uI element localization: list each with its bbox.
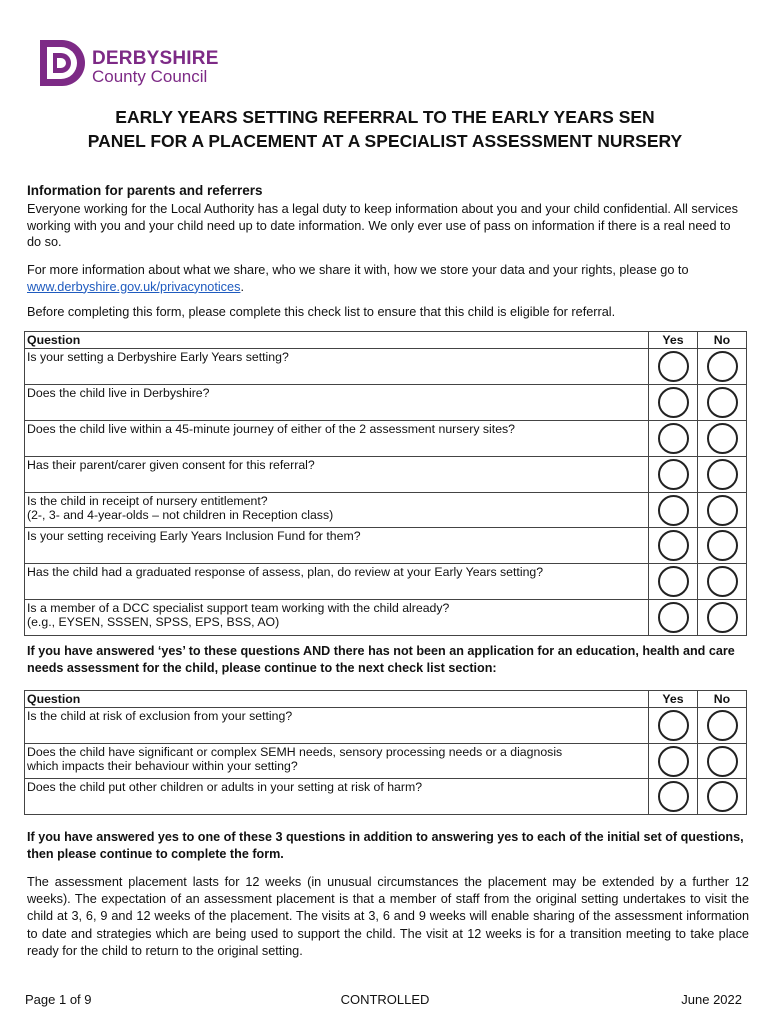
table-header-row bbox=[25, 332, 747, 349]
no-radio[interactable] bbox=[707, 602, 738, 633]
logo-text-line2: County Council bbox=[92, 67, 208, 86]
table-row bbox=[25, 349, 747, 385]
no-radio[interactable] bbox=[707, 459, 738, 490]
yes-cell bbox=[649, 528, 698, 564]
question-text: Is the child at risk of exclusion from your setting? bbox=[27, 709, 293, 723]
question-text: Has their parent/carer given consent for this referral? bbox=[27, 458, 315, 472]
question-text-2: (2-, 3- and 4-year-olds – not children in Reception class) bbox=[27, 508, 334, 522]
risk-checklist-table bbox=[24, 690, 747, 815]
yes-radio[interactable] bbox=[658, 495, 689, 526]
no-header: No bbox=[698, 691, 747, 708]
yes-cell bbox=[649, 744, 698, 779]
privacy-paragraph bbox=[27, 262, 745, 295]
placement-paragraph: The assessment placement lasts for 12 weeks (in unusual circumstances the placement may be extended by a further 12 weeks). The expectation of an assessment placement is that a member of staff from the original setting undertakes to visit the child at 3, 6, 9 and 12 weeks of the placement. The visits at 3, 6 and 9 weeks will enable sharing of the assessment information to date and strategies which are being used to support the child. The visit at 12 weeks is for a transition meeting to take place ready for the child to return to the original setting. bbox=[27, 875, 749, 958]
yes-cell bbox=[649, 600, 698, 636]
document-title-line1: EARLY YEARS SETTING REFERRAL TO THE EARLY YEARS SEN bbox=[115, 107, 655, 127]
question-cell bbox=[25, 528, 649, 564]
no-cell bbox=[698, 385, 747, 421]
question-text-2: which impacts their behaviour within your setting? bbox=[27, 759, 298, 773]
continue-note-1: If you have answered ‘yes’ to these questions AND there has not been an application for an education, health and care needs assessment for the child, please continue to the next check list section: bbox=[27, 644, 735, 675]
no-radio[interactable] bbox=[707, 566, 738, 597]
question-text: Has the child had a graduated response of assess, plan, do review at your Early Years setting? bbox=[27, 565, 544, 579]
no-radio[interactable] bbox=[707, 495, 738, 526]
table-row bbox=[25, 457, 747, 493]
question-text-2: (e.g., EYSEN, SSSEN, SPSS, EPS, BSS, AO) bbox=[27, 615, 280, 629]
table-row bbox=[25, 528, 747, 564]
no-cell bbox=[698, 528, 747, 564]
page-number: Page 1 of 9 bbox=[25, 992, 92, 1007]
document-title-line2: PANEL FOR A PLACEMENT AT A SPECIALIST ASSESSMENT NURSERY bbox=[87, 131, 683, 151]
yes-cell bbox=[649, 421, 698, 457]
question-cell bbox=[25, 493, 649, 528]
council-logo bbox=[38, 38, 238, 88]
question-cell bbox=[25, 708, 649, 744]
yes-radio[interactable] bbox=[658, 710, 689, 741]
no-radio[interactable] bbox=[707, 746, 738, 777]
no-cell bbox=[698, 779, 747, 815]
table-row bbox=[25, 744, 747, 779]
question-text: Does the child have significant or complex SEMH needs, sensory processing needs or a diagnosis bbox=[27, 745, 563, 759]
table-header-row bbox=[25, 691, 747, 708]
yes-radio[interactable] bbox=[658, 602, 689, 633]
question-text: Is a member of a DCC specialist support team working with the child already? bbox=[27, 601, 450, 615]
yes-cell bbox=[649, 779, 698, 815]
no-radio[interactable] bbox=[707, 710, 738, 741]
yes-cell bbox=[649, 708, 698, 744]
question-text: Is the child in receipt of nursery entitlement? bbox=[27, 494, 268, 508]
no-cell bbox=[698, 421, 747, 457]
yes-cell bbox=[649, 457, 698, 493]
continue-note-2: If you have answered yes to one of these 3 questions in addition to answering yes to each of the initial set of questions, then please continue to complete the form. bbox=[27, 830, 744, 861]
yes-cell bbox=[649, 349, 698, 385]
privacy-text: For more information about what we share, who we share it with, how we store your data and your rights, please go to bbox=[27, 263, 689, 277]
question-text: Does the child live within a 45-minute journey of either of the 2 assessment nursery sites? bbox=[27, 422, 516, 436]
question-cell bbox=[25, 457, 649, 493]
question-cell bbox=[25, 600, 649, 636]
table-row bbox=[25, 708, 747, 744]
no-cell bbox=[698, 457, 747, 493]
confidentiality-paragraph: Everyone working for the Local Authority has a legal duty to keep information about you and your child confidential. All services working with you and your child need up to date information. We only ever use of pass on information if there is a real need to do so. bbox=[27, 202, 738, 249]
table-row bbox=[25, 493, 747, 528]
question-text: Is your setting receiving Early Years Inclusion Fund for them? bbox=[27, 529, 361, 543]
yes-radio[interactable] bbox=[658, 530, 689, 561]
yes-radio[interactable] bbox=[658, 459, 689, 490]
table-row bbox=[25, 564, 747, 600]
table-row bbox=[25, 779, 747, 815]
no-cell bbox=[698, 600, 747, 636]
yes-radio[interactable] bbox=[658, 351, 689, 382]
no-cell bbox=[698, 349, 747, 385]
question-text: Does the child put other children or adults in your setting at risk of harm? bbox=[27, 780, 423, 794]
question-cell bbox=[25, 421, 649, 457]
checklist-intro: Before completing this form, please complete this check list to ensure that this child is eligible for referral. bbox=[27, 305, 616, 319]
yes-radio[interactable] bbox=[658, 423, 689, 454]
no-radio[interactable] bbox=[707, 530, 738, 561]
question-cell bbox=[25, 779, 649, 815]
info-heading: Information for parents and referrers bbox=[27, 183, 263, 198]
yes-cell bbox=[649, 564, 698, 600]
no-radio[interactable] bbox=[707, 387, 738, 418]
yes-radio[interactable] bbox=[658, 746, 689, 777]
table-row bbox=[25, 385, 747, 421]
derbyshire-logo-icon bbox=[38, 38, 88, 88]
yes-cell bbox=[649, 385, 698, 421]
table-row bbox=[25, 600, 747, 636]
question-header: Question bbox=[25, 332, 649, 349]
question-cell bbox=[25, 385, 649, 421]
no-cell bbox=[698, 744, 747, 779]
question-cell bbox=[25, 564, 649, 600]
yes-header: Yes bbox=[649, 691, 698, 708]
no-cell bbox=[698, 493, 747, 528]
question-cell bbox=[25, 744, 649, 779]
document-date: June 2022 bbox=[681, 992, 742, 1007]
no-radio[interactable] bbox=[707, 781, 738, 812]
question-text: Does the child live in Derbyshire? bbox=[27, 386, 210, 400]
yes-radio[interactable] bbox=[658, 566, 689, 597]
question-text: Is your setting a Derbyshire Early Years setting? bbox=[27, 350, 289, 364]
privacy-text-end: . bbox=[240, 279, 244, 294]
eligibility-checklist-table bbox=[24, 331, 747, 636]
document-status: CONTROLLED bbox=[340, 992, 430, 1007]
yes-radio[interactable] bbox=[658, 781, 689, 812]
privacy-notices-link[interactable]: www.derbyshire.gov.uk/privacynotices bbox=[27, 279, 241, 294]
no-cell bbox=[698, 708, 747, 744]
no-radio[interactable] bbox=[707, 423, 738, 454]
yes-cell bbox=[649, 493, 698, 528]
question-cell bbox=[25, 349, 649, 385]
no-radio[interactable] bbox=[707, 351, 738, 382]
yes-radio[interactable] bbox=[658, 387, 689, 418]
yes-header: Yes bbox=[649, 332, 698, 349]
table-row bbox=[25, 421, 747, 457]
no-cell bbox=[698, 564, 747, 600]
logo-text-line1: DERBYSHIRE bbox=[92, 48, 219, 69]
no-header: No bbox=[698, 332, 747, 349]
question-header: Question bbox=[25, 691, 649, 708]
